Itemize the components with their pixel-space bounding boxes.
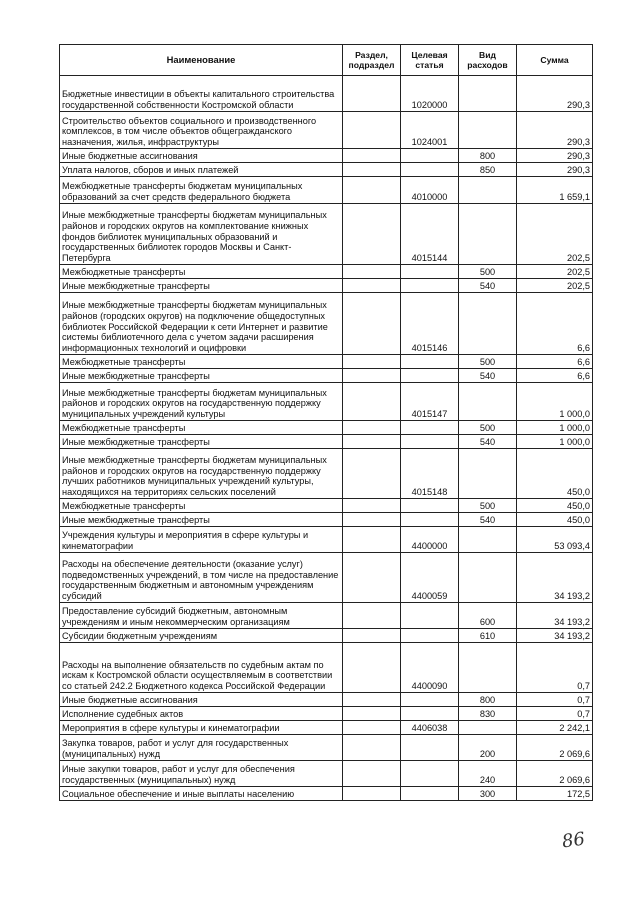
table-row bbox=[60, 707, 593, 721]
cell-name: Межбюджетные трансферты bbox=[60, 499, 343, 513]
cell-section bbox=[343, 553, 401, 603]
table-row bbox=[60, 421, 593, 435]
column-header-target: Целевая статья bbox=[401, 45, 459, 76]
cell-target bbox=[401, 279, 459, 293]
cell-sum: 290,3 bbox=[517, 76, 593, 112]
cell-target: 4015144 bbox=[401, 204, 459, 265]
table-row bbox=[60, 76, 593, 112]
cell-sum: 1 000,0 bbox=[517, 383, 593, 421]
cell-target bbox=[401, 513, 459, 527]
cell-name: Бюджетные инвестиции в объекты капитального строительства государственной собственности Костромской области bbox=[60, 76, 343, 112]
cell-sum: 290,3 bbox=[517, 163, 593, 177]
cell-type bbox=[459, 293, 517, 355]
table-row bbox=[60, 383, 593, 421]
column-header-section: Раздел, подраздел bbox=[343, 45, 401, 76]
cell-type: 830 bbox=[459, 707, 517, 721]
cell-section bbox=[343, 707, 401, 721]
column-header-type: Вид расходов bbox=[459, 45, 517, 76]
table-row bbox=[60, 527, 593, 553]
cell-type bbox=[459, 76, 517, 112]
cell-section bbox=[343, 421, 401, 435]
cell-type bbox=[459, 527, 517, 553]
table-row bbox=[60, 643, 593, 693]
cell-section bbox=[343, 787, 401, 801]
cell-section bbox=[343, 293, 401, 355]
cell-section bbox=[343, 369, 401, 383]
cell-sum: 290,3 bbox=[517, 112, 593, 149]
cell-target bbox=[401, 369, 459, 383]
cell-target bbox=[401, 761, 459, 787]
cell-section bbox=[343, 499, 401, 513]
cell-target: 4400090 bbox=[401, 643, 459, 693]
cell-name: Иные межбюджетные трансферты bbox=[60, 435, 343, 449]
cell-sum: 6,6 bbox=[517, 293, 593, 355]
page-number: 86 bbox=[560, 828, 587, 853]
table-row bbox=[60, 177, 593, 204]
cell-target: 1020000 bbox=[401, 76, 459, 112]
cell-type: 800 bbox=[459, 693, 517, 707]
cell-section bbox=[343, 527, 401, 553]
table-row bbox=[60, 279, 593, 293]
cell-section bbox=[343, 149, 401, 163]
cell-target bbox=[401, 629, 459, 643]
cell-type bbox=[459, 112, 517, 149]
cell-section bbox=[343, 603, 401, 629]
cell-target: 4010000 bbox=[401, 177, 459, 204]
cell-name: Иные межбюджетные трансферты бюджетам муниципальных районов и городских округов на комплектование книжных фондов библиотек муниципальных образований и государственных библиотек городов Москвы и Санкт-Петербурга bbox=[60, 204, 343, 265]
cell-target bbox=[401, 693, 459, 707]
cell-type: 500 bbox=[459, 265, 517, 279]
cell-type bbox=[459, 449, 517, 499]
cell-name: Социальное обеспечение и иные выплаты населению bbox=[60, 787, 343, 801]
cell-type: 300 bbox=[459, 787, 517, 801]
table-row bbox=[60, 163, 593, 177]
cell-section bbox=[343, 204, 401, 265]
cell-sum: 53 093,4 bbox=[517, 527, 593, 553]
cell-sum: 1 000,0 bbox=[517, 421, 593, 435]
cell-target bbox=[401, 435, 459, 449]
cell-type: 800 bbox=[459, 149, 517, 163]
cell-sum: 172,5 bbox=[517, 787, 593, 801]
cell-name: Межбюджетные трансферты бюджетам муниципальных образований за счет средств федерального бюджета bbox=[60, 177, 343, 204]
cell-sum: 202,5 bbox=[517, 265, 593, 279]
column-header-sum: Сумма bbox=[517, 45, 593, 76]
table-row bbox=[60, 735, 593, 761]
table-row bbox=[60, 693, 593, 707]
cell-sum: 450,0 bbox=[517, 449, 593, 499]
table-body bbox=[60, 76, 593, 801]
cell-sum: 34 193,2 bbox=[517, 553, 593, 603]
cell-type bbox=[459, 553, 517, 603]
cell-name: Межбюджетные трансферты bbox=[60, 421, 343, 435]
cell-target bbox=[401, 603, 459, 629]
cell-section bbox=[343, 761, 401, 787]
cell-type: 540 bbox=[459, 369, 517, 383]
cell-name: Иные бюджетные ассигнования bbox=[60, 149, 343, 163]
cell-type: 200 bbox=[459, 735, 517, 761]
table-header-row bbox=[60, 45, 593, 76]
cell-section bbox=[343, 76, 401, 112]
cell-section bbox=[343, 355, 401, 369]
cell-type bbox=[459, 177, 517, 204]
table-row bbox=[60, 265, 593, 279]
cell-target bbox=[401, 421, 459, 435]
cell-name: Уплата налогов, сборов и иных платежей bbox=[60, 163, 343, 177]
cell-name: Иные межбюджетные трансферты бюджетам муниципальных районов и городских округов на государственную поддержку муниципальных учреждений культуры bbox=[60, 383, 343, 421]
cell-name: Иные межбюджетные трансферты bbox=[60, 513, 343, 527]
cell-type: 600 bbox=[459, 603, 517, 629]
cell-name: Межбюджетные трансферты bbox=[60, 265, 343, 279]
cell-type bbox=[459, 643, 517, 693]
cell-target: 4015147 bbox=[401, 383, 459, 421]
cell-name: Межбюджетные трансферты bbox=[60, 355, 343, 369]
table-row bbox=[60, 603, 593, 629]
cell-sum: 34 193,2 bbox=[517, 603, 593, 629]
cell-sum: 2 069,6 bbox=[517, 761, 593, 787]
cell-target bbox=[401, 787, 459, 801]
cell-target: 4015146 bbox=[401, 293, 459, 355]
cell-type: 500 bbox=[459, 355, 517, 369]
cell-type bbox=[459, 383, 517, 421]
cell-type: 610 bbox=[459, 629, 517, 643]
table-row bbox=[60, 629, 593, 643]
cell-name: Строительство объектов социального и производственного комплексов, в том числе объектов общегражданского назначения, жилья, инфраструктуры bbox=[60, 112, 343, 149]
cell-type: 540 bbox=[459, 279, 517, 293]
cell-section bbox=[343, 735, 401, 761]
cell-name: Иные межбюджетные трансферты bbox=[60, 279, 343, 293]
cell-name: Предоставление субсидий бюджетным, автономным учреждениям и иным некоммерческим организациям bbox=[60, 603, 343, 629]
cell-target bbox=[401, 355, 459, 369]
cell-sum: 34 193,2 bbox=[517, 629, 593, 643]
cell-target: 4400000 bbox=[401, 527, 459, 553]
table-row bbox=[60, 761, 593, 787]
cell-section bbox=[343, 449, 401, 499]
cell-section bbox=[343, 643, 401, 693]
cell-target bbox=[401, 499, 459, 513]
cell-type: 500 bbox=[459, 499, 517, 513]
cell-target: 4400059 bbox=[401, 553, 459, 603]
cell-section bbox=[343, 693, 401, 707]
cell-section bbox=[343, 265, 401, 279]
cell-type: 850 bbox=[459, 163, 517, 177]
cell-target bbox=[401, 707, 459, 721]
table-row bbox=[60, 787, 593, 801]
cell-name: Мероприятия в сфере культуры и кинематографии bbox=[60, 721, 343, 735]
cell-type bbox=[459, 721, 517, 735]
table-row bbox=[60, 721, 593, 735]
cell-name: Исполнение судебных актов bbox=[60, 707, 343, 721]
cell-sum: 202,5 bbox=[517, 204, 593, 265]
cell-name: Расходы на выполнение обязательств по судебным актам по искам к Костромской области осуществляемым в соответствии со статьей 242.2 Бюджетного кодекса Российской Федерации bbox=[60, 643, 343, 693]
budget-table bbox=[59, 44, 593, 801]
cell-sum: 450,0 bbox=[517, 513, 593, 527]
cell-name: Иные закупки товаров, работ и услуг для обеспечения государственных (муниципальных) нужд bbox=[60, 761, 343, 787]
cell-sum: 0,7 bbox=[517, 643, 593, 693]
cell-type bbox=[459, 204, 517, 265]
table-row bbox=[60, 204, 593, 265]
cell-name: Иные межбюджетные трансферты bbox=[60, 369, 343, 383]
cell-sum: 0,7 bbox=[517, 693, 593, 707]
table-row bbox=[60, 112, 593, 149]
cell-target: 4406038 bbox=[401, 721, 459, 735]
cell-sum: 290,3 bbox=[517, 149, 593, 163]
cell-section bbox=[343, 513, 401, 527]
cell-target bbox=[401, 735, 459, 761]
cell-sum: 2 069,6 bbox=[517, 735, 593, 761]
cell-section bbox=[343, 629, 401, 643]
cell-target bbox=[401, 163, 459, 177]
table-row bbox=[60, 435, 593, 449]
cell-sum: 1 659,1 bbox=[517, 177, 593, 204]
table-row bbox=[60, 449, 593, 499]
table-row bbox=[60, 355, 593, 369]
cell-sum: 6,6 bbox=[517, 355, 593, 369]
cell-name: Закупка товаров, работ и услуг для государственных (муниципальных) нужд bbox=[60, 735, 343, 761]
cell-name: Учреждения культуры и мероприятия в сфере культуры и кинематографии bbox=[60, 527, 343, 553]
cell-section bbox=[343, 112, 401, 149]
table-row bbox=[60, 369, 593, 383]
table-row bbox=[60, 499, 593, 513]
cell-target: 4015148 bbox=[401, 449, 459, 499]
cell-section bbox=[343, 383, 401, 421]
cell-section bbox=[343, 435, 401, 449]
table-row bbox=[60, 293, 593, 355]
cell-type: 540 bbox=[459, 435, 517, 449]
cell-name: Расходы на обеспечение деятельности (оказание услуг) подведомственных учреждений, в том числе на предоставление государственным бюджетным и автономным учреждениям субсидий bbox=[60, 553, 343, 603]
cell-sum: 6,6 bbox=[517, 369, 593, 383]
cell-sum: 0,7 bbox=[517, 707, 593, 721]
column-header-name: Наименование bbox=[60, 45, 343, 76]
cell-section bbox=[343, 163, 401, 177]
cell-sum: 450,0 bbox=[517, 499, 593, 513]
cell-sum: 1 000,0 bbox=[517, 435, 593, 449]
cell-type: 540 bbox=[459, 513, 517, 527]
cell-name: Субсидии бюджетным учреждениям bbox=[60, 629, 343, 643]
cell-type: 500 bbox=[459, 421, 517, 435]
cell-name: Иные межбюджетные трансферты бюджетам муниципальных районов и городских округов на государственную поддержку лучших работников муниципальных учреждений культуры, находящихся на территориях сельских поселений bbox=[60, 449, 343, 499]
cell-name: Иные межбюджетные трансферты бюджетам муниципальных районов (городских округов) на подключение общедоступных библиотек Российской Федерации к сети Интернет и развитие системы библиотечного дела с учетом задачи расширения информационных технологий и оцифровки bbox=[60, 293, 343, 355]
cell-target bbox=[401, 265, 459, 279]
cell-target bbox=[401, 149, 459, 163]
cell-target: 1024001 bbox=[401, 112, 459, 149]
cell-sum: 2 242,1 bbox=[517, 721, 593, 735]
table-row bbox=[60, 149, 593, 163]
cell-section bbox=[343, 721, 401, 735]
cell-section bbox=[343, 177, 401, 204]
table-row bbox=[60, 513, 593, 527]
cell-name: Иные бюджетные ассигнования bbox=[60, 693, 343, 707]
table-row bbox=[60, 553, 593, 603]
cell-type: 240 bbox=[459, 761, 517, 787]
budget-page bbox=[59, 44, 592, 801]
cell-sum: 202,5 bbox=[517, 279, 593, 293]
cell-section bbox=[343, 279, 401, 293]
